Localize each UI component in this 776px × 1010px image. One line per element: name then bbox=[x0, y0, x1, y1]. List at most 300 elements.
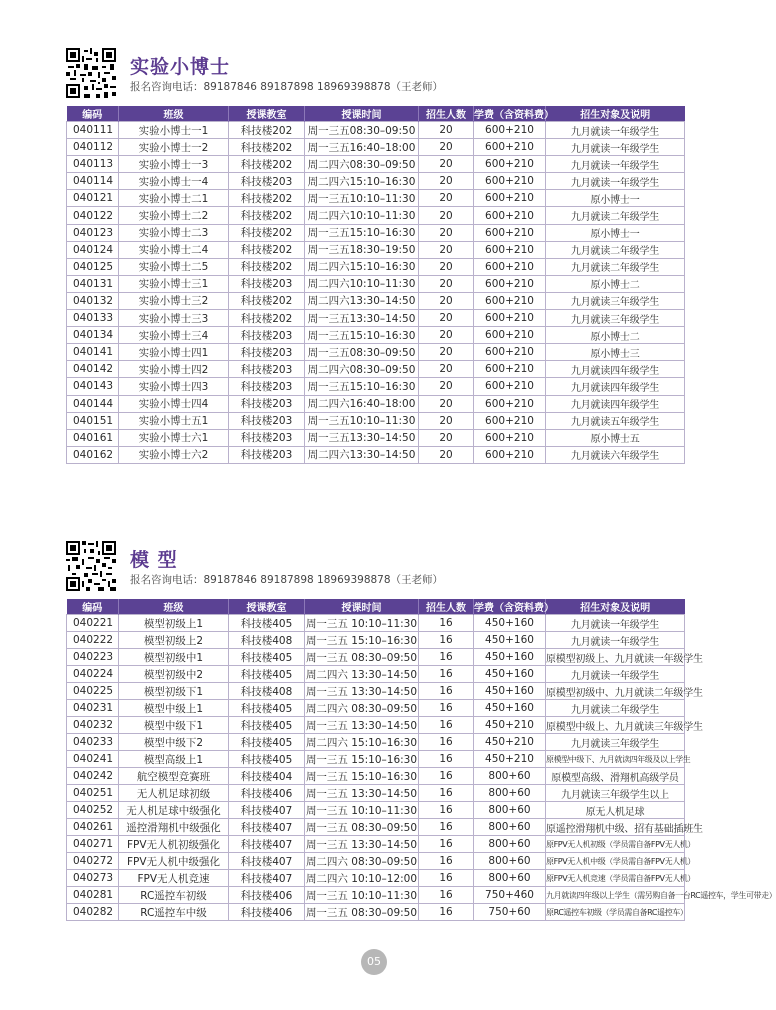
cell-tuition: 450+210 bbox=[474, 751, 546, 768]
cell-enrollment: 20 bbox=[419, 241, 474, 258]
cell-eligibility: 九月就读四年级学生 bbox=[546, 361, 685, 378]
cell-class-name: 实验小博士六1 bbox=[119, 429, 229, 446]
cell-eligibility: 原小博士三 bbox=[546, 344, 685, 361]
cell-class-name: 航空模型竞赛班 bbox=[119, 768, 229, 785]
table-row bbox=[67, 751, 685, 768]
cell-enrollment: 20 bbox=[419, 446, 474, 463]
table-row bbox=[67, 378, 685, 395]
cell-class-name: RC遥控车初级 bbox=[119, 887, 229, 904]
cell-eligibility: 九月就读一年级学生 bbox=[546, 632, 685, 649]
cell-schedule: 周二四六13:30–14:50 bbox=[305, 292, 419, 309]
cell-classroom: 科技楼202 bbox=[229, 122, 305, 139]
cell-schedule: 周二四六16:40–18:00 bbox=[305, 395, 419, 412]
table-body bbox=[67, 615, 776, 921]
cell-schedule: 周一三五 15:10–16:30 bbox=[305, 751, 419, 768]
cell-tuition: 600+210 bbox=[474, 429, 546, 446]
cell-code: 040272 bbox=[67, 853, 119, 870]
cell-class-name: 模型初级下1 bbox=[119, 683, 229, 700]
cell-classroom: 科技楼203 bbox=[229, 412, 305, 429]
cell-class-name: 实验小博士二4 bbox=[119, 241, 229, 258]
cell-class-name: 实验小博士四2 bbox=[119, 361, 229, 378]
contact-info: 报名咨询电话：89187846 89187898 18969398878（王老师） bbox=[130, 81, 444, 93]
cell-tuition: 600+210 bbox=[474, 378, 546, 395]
cell-classroom: 科技楼407 bbox=[229, 836, 305, 853]
cell-tuition: 450+160 bbox=[474, 700, 546, 717]
cell-classroom: 科技楼203 bbox=[229, 275, 305, 292]
cell-schedule: 周二四六08:30–09:50 bbox=[305, 156, 419, 173]
cell-tuition: 800+60 bbox=[474, 836, 546, 853]
table-row bbox=[67, 173, 685, 190]
table-row bbox=[67, 887, 685, 904]
cell-schedule: 周一三五 08:30–09:50 bbox=[305, 904, 419, 921]
cell-eligibility: 原FPV无人机中级（学员需自备FPV无人机） bbox=[546, 853, 685, 870]
cell-code: 040141 bbox=[67, 344, 119, 361]
cell-classroom: 科技楼202 bbox=[229, 190, 305, 207]
cell-enrollment: 16 bbox=[419, 717, 474, 734]
cell-classroom: 科技楼406 bbox=[229, 904, 305, 921]
cell-code: 040132 bbox=[67, 292, 119, 309]
cell-enrollment: 20 bbox=[419, 224, 474, 241]
cell-class-name: 实验小博士四1 bbox=[119, 344, 229, 361]
table-row bbox=[67, 395, 685, 412]
cell-classroom: 科技楼407 bbox=[229, 819, 305, 836]
cell-schedule: 周二四六15:10–16:30 bbox=[305, 258, 419, 275]
column-header-class-name: 班级 bbox=[119, 106, 229, 122]
cell-schedule: 周一三五10:10–11:30 bbox=[305, 190, 419, 207]
cell-tuition: 600+210 bbox=[474, 139, 546, 156]
cell-eligibility: 原模型中级上、九月就读三年级学生 bbox=[546, 717, 685, 734]
cell-eligibility: 九月就读一年级学生 bbox=[546, 666, 685, 683]
cell-class-name: FPV无人机竞速 bbox=[119, 870, 229, 887]
cell-tuition: 600+210 bbox=[474, 190, 546, 207]
cell-schedule: 周二四六 13:30–14:50 bbox=[305, 666, 419, 683]
cell-tuition: 450+210 bbox=[474, 734, 546, 751]
cell-enrollment: 20 bbox=[419, 156, 474, 173]
cell-class-name: 模型初级上1 bbox=[119, 615, 229, 632]
cell-schedule: 周一三五08:30–09:50 bbox=[305, 344, 419, 361]
cell-classroom: 科技楼405 bbox=[229, 700, 305, 717]
cell-schedule: 周一三五08:30–09:50 bbox=[305, 122, 419, 139]
cell-classroom: 科技楼406 bbox=[229, 785, 305, 802]
cell-schedule: 周二四六 15:10–16:30 bbox=[305, 734, 419, 751]
cell-code: 040125 bbox=[67, 258, 119, 275]
cell-enrollment: 16 bbox=[419, 615, 474, 632]
table-body bbox=[67, 122, 685, 464]
table-row bbox=[67, 819, 685, 836]
cell-eligibility: 原小博士一 bbox=[546, 190, 685, 207]
cell-class-name: 模型初级中1 bbox=[119, 649, 229, 666]
cell-eligibility: 九月就读三年级学生 bbox=[546, 292, 685, 309]
cell-tuition: 600+210 bbox=[474, 327, 546, 344]
cell-code: 040151 bbox=[67, 412, 119, 429]
table-row bbox=[67, 207, 685, 224]
cell-classroom: 科技楼405 bbox=[229, 666, 305, 683]
cell-tuition: 600+210 bbox=[474, 446, 546, 463]
cell-code: 040123 bbox=[67, 224, 119, 241]
cell-enrollment: 16 bbox=[419, 649, 474, 666]
cell-tuition: 600+210 bbox=[474, 122, 546, 139]
column-header-schedule: 授课时间 bbox=[305, 106, 419, 122]
cell-eligibility: 九月就读二年级学生 bbox=[546, 207, 685, 224]
cell-class-name: 模型初级上2 bbox=[119, 632, 229, 649]
cell-code: 040114 bbox=[67, 173, 119, 190]
cell-code: 040162 bbox=[67, 446, 119, 463]
cell-code: 040224 bbox=[67, 666, 119, 683]
cell-classroom: 科技楼405 bbox=[229, 717, 305, 734]
cell-classroom: 科技楼408 bbox=[229, 632, 305, 649]
cell-enrollment: 16 bbox=[419, 683, 474, 700]
cell-classroom: 科技楼407 bbox=[229, 870, 305, 887]
cell-code: 040251 bbox=[67, 785, 119, 802]
cell-schedule: 周二四六 08:30–09:50 bbox=[305, 700, 419, 717]
qr-code-icon bbox=[66, 541, 116, 591]
cell-schedule: 周一三五 13:30–14:50 bbox=[305, 836, 419, 853]
cell-eligibility: 九月就读一年级学生 bbox=[546, 173, 685, 190]
cell-enrollment: 20 bbox=[419, 190, 474, 207]
cell-class-name: FPV无人机中级强化 bbox=[119, 853, 229, 870]
cell-schedule: 周一三五 08:30–09:50 bbox=[305, 649, 419, 666]
course-table bbox=[66, 106, 685, 464]
cell-classroom: 科技楼202 bbox=[229, 310, 305, 327]
table-row bbox=[67, 785, 685, 802]
cell-code: 040112 bbox=[67, 139, 119, 156]
cell-code: 040133 bbox=[67, 310, 119, 327]
cell-enrollment: 20 bbox=[419, 275, 474, 292]
cell-enrollment: 20 bbox=[419, 310, 474, 327]
table-row bbox=[67, 412, 685, 429]
cell-classroom: 科技楼406 bbox=[229, 887, 305, 904]
cell-tuition: 600+210 bbox=[474, 156, 546, 173]
cell-schedule: 周一三五 15:10–16:30 bbox=[305, 632, 419, 649]
cell-class-name: 实验小博士三2 bbox=[119, 292, 229, 309]
table-row bbox=[67, 768, 685, 785]
cell-eligibility: 九月就读一年级学生 bbox=[546, 122, 685, 139]
cell-eligibility: 九月就读二年级学生 bbox=[546, 700, 685, 717]
cell-classroom: 科技楼407 bbox=[229, 802, 305, 819]
cell-classroom: 科技楼202 bbox=[229, 258, 305, 275]
cell-classroom: 科技楼408 bbox=[229, 683, 305, 700]
cell-enrollment: 16 bbox=[419, 802, 474, 819]
cell-code: 040281 bbox=[67, 887, 119, 904]
cell-tuition: 450+160 bbox=[474, 666, 546, 683]
table-row bbox=[67, 802, 685, 819]
table-row bbox=[67, 853, 685, 870]
cell-class-name: 实验小博士四4 bbox=[119, 395, 229, 412]
cell-enrollment: 16 bbox=[419, 836, 474, 853]
cell-code: 040121 bbox=[67, 190, 119, 207]
cell-classroom: 科技楼404 bbox=[229, 768, 305, 785]
cell-tuition: 800+60 bbox=[474, 802, 546, 819]
cell-class-name: 实验小博士二2 bbox=[119, 207, 229, 224]
cell-class-name: FPV无人机初级强化 bbox=[119, 836, 229, 853]
cell-class-name: 模型中级下1 bbox=[119, 717, 229, 734]
cell-schedule: 周一三五10:10–11:30 bbox=[305, 412, 419, 429]
column-header-enrollment: 招生人数 bbox=[419, 599, 474, 615]
cell-class-name: 实验小博士一2 bbox=[119, 139, 229, 156]
cell-classroom: 科技楼203 bbox=[229, 344, 305, 361]
cell-class-name: 模型高级上1 bbox=[119, 751, 229, 768]
cell-code: 040222 bbox=[67, 632, 119, 649]
cell-eligibility: 原模型初级中、九月就读二年级学生 bbox=[546, 683, 685, 700]
cell-classroom: 科技楼202 bbox=[229, 224, 305, 241]
column-header-code: 编码 bbox=[67, 599, 119, 615]
table-row bbox=[67, 734, 685, 751]
cell-code: 040233 bbox=[67, 734, 119, 751]
cell-code: 040122 bbox=[67, 207, 119, 224]
column-header-class-name: 班级 bbox=[119, 599, 229, 615]
cell-tuition: 450+160 bbox=[474, 683, 546, 700]
cell-class-name: 模型中级下2 bbox=[119, 734, 229, 751]
cell-tuition: 800+60 bbox=[474, 853, 546, 870]
cell-code: 040144 bbox=[67, 395, 119, 412]
cell-classroom: 科技楼405 bbox=[229, 751, 305, 768]
cell-schedule: 周一三五 13:30–14:50 bbox=[305, 683, 419, 700]
cell-tuition: 450+210 bbox=[474, 717, 546, 734]
cell-enrollment: 20 bbox=[419, 139, 474, 156]
cell-eligibility: 九月就读三年级学生 bbox=[546, 310, 685, 327]
cell-classroom: 科技楼202 bbox=[229, 292, 305, 309]
cell-code: 040261 bbox=[67, 819, 119, 836]
cell-enrollment: 20 bbox=[419, 412, 474, 429]
table-header bbox=[67, 599, 685, 615]
cell-tuition: 600+210 bbox=[474, 275, 546, 292]
cell-eligibility: 九月就读四年级学生 bbox=[546, 378, 685, 395]
cell-schedule: 周一三五 10:10–11:30 bbox=[305, 802, 419, 819]
table-row bbox=[67, 904, 685, 921]
table-row bbox=[67, 327, 685, 344]
section-science-kids bbox=[66, 48, 684, 464]
table-row bbox=[67, 700, 685, 717]
cell-enrollment: 20 bbox=[419, 361, 474, 378]
cell-class-name: 实验小博士六2 bbox=[119, 446, 229, 463]
cell-class-name: 实验小博士四3 bbox=[119, 378, 229, 395]
cell-enrollment: 16 bbox=[419, 666, 474, 683]
column-header-classroom: 授课教室 bbox=[229, 106, 305, 122]
cell-eligibility: 原小博士一 bbox=[546, 224, 685, 241]
cell-code: 040273 bbox=[67, 870, 119, 887]
cell-tuition: 600+210 bbox=[474, 395, 546, 412]
cell-class-name: 遥控滑翔机中级强化 bbox=[119, 819, 229, 836]
cell-enrollment: 16 bbox=[419, 870, 474, 887]
section-header bbox=[66, 48, 684, 106]
table-row bbox=[67, 122, 685, 139]
column-header-enrollment: 招生人数 bbox=[419, 106, 474, 122]
cell-code: 040113 bbox=[67, 156, 119, 173]
table-row bbox=[67, 241, 685, 258]
table-row bbox=[67, 632, 685, 649]
cell-class-name: 无人机足球中级强化 bbox=[119, 802, 229, 819]
cell-eligibility: 九月就读五年级学生 bbox=[546, 412, 685, 429]
cell-code: 040111 bbox=[67, 122, 119, 139]
cell-class-name: 实验小博士二5 bbox=[119, 258, 229, 275]
table-row bbox=[67, 190, 685, 207]
cell-enrollment: 20 bbox=[419, 429, 474, 446]
column-header-eligibility: 招生对象及说明 bbox=[580, 603, 651, 614]
cell-schedule: 周一三五15:10–16:30 bbox=[305, 327, 419, 344]
cell-tuition: 600+210 bbox=[474, 412, 546, 429]
cell-eligibility: 原模型中级下、九月就读四年级及以上学生 bbox=[546, 751, 685, 768]
cell-enrollment: 20 bbox=[419, 292, 474, 309]
column-header-code: 编码 bbox=[67, 106, 119, 122]
cell-eligibility: 九月就读四年级学生 bbox=[546, 395, 685, 412]
cell-schedule: 周二四六 08:30–09:50 bbox=[305, 853, 419, 870]
cell-enrollment: 20 bbox=[419, 122, 474, 139]
course-table bbox=[66, 599, 776, 921]
column-header-schedule: 授课时间 bbox=[305, 599, 419, 615]
table-row bbox=[67, 292, 685, 309]
section-title: 模 型 bbox=[130, 549, 178, 571]
cell-tuition: 750+60 bbox=[474, 904, 546, 921]
cell-class-name: 实验小博士五1 bbox=[119, 412, 229, 429]
table-row bbox=[67, 429, 685, 446]
cell-classroom: 科技楼203 bbox=[229, 361, 305, 378]
cell-schedule: 周一三五13:30–14:50 bbox=[305, 429, 419, 446]
table-row bbox=[67, 666, 685, 683]
cell-eligibility: 原小博士二 bbox=[546, 327, 685, 344]
table-row bbox=[67, 717, 685, 734]
cell-classroom: 科技楼203 bbox=[229, 429, 305, 446]
cell-enrollment: 16 bbox=[419, 768, 474, 785]
cell-class-name: 模型中级上1 bbox=[119, 700, 229, 717]
cell-eligibility: 原FPV无人机初级（学员需自备FPV无人机） bbox=[546, 836, 685, 853]
cell-class-name: 实验小博士一4 bbox=[119, 173, 229, 190]
cell-class-name: 实验小博士二1 bbox=[119, 190, 229, 207]
cell-tuition: 600+210 bbox=[474, 344, 546, 361]
table-row bbox=[67, 615, 685, 632]
cell-code: 040282 bbox=[67, 904, 119, 921]
cell-code: 040223 bbox=[67, 649, 119, 666]
cell-class-name: 模型初级中2 bbox=[119, 666, 229, 683]
cell-classroom: 科技楼202 bbox=[229, 241, 305, 258]
cell-schedule: 周一三五 10:10–11:30 bbox=[305, 615, 419, 632]
cell-enrollment: 20 bbox=[419, 395, 474, 412]
cell-schedule: 周一三五15:10–16:30 bbox=[305, 224, 419, 241]
cell-code: 040271 bbox=[67, 836, 119, 853]
cell-enrollment: 16 bbox=[419, 853, 474, 870]
header-row bbox=[67, 599, 685, 615]
table-row bbox=[67, 258, 685, 275]
cell-eligibility: 原模型初级上、九月就读一年级学生 bbox=[546, 649, 685, 666]
cell-classroom: 科技楼203 bbox=[229, 378, 305, 395]
table-row bbox=[67, 870, 685, 887]
cell-tuition: 600+210 bbox=[474, 258, 546, 275]
cell-classroom: 科技楼405 bbox=[229, 649, 305, 666]
cell-classroom: 科技楼203 bbox=[229, 327, 305, 344]
cell-eligibility: 原RC遥控车初级（学员需自备RC遥控车） bbox=[546, 904, 685, 921]
cell-enrollment: 20 bbox=[419, 378, 474, 395]
cell-class-name: RC遥控车中级 bbox=[119, 904, 229, 921]
cell-code: 040231 bbox=[67, 700, 119, 717]
page-number: 05 bbox=[361, 949, 387, 975]
cell-code: 040252 bbox=[67, 802, 119, 819]
cell-classroom: 科技楼202 bbox=[229, 207, 305, 224]
cell-enrollment: 16 bbox=[419, 751, 474, 768]
table-row bbox=[67, 139, 685, 156]
cell-schedule: 周二四六08:30–09:50 bbox=[305, 361, 419, 378]
header-row bbox=[67, 106, 685, 122]
table-row bbox=[67, 683, 685, 700]
cell-tuition: 800+60 bbox=[474, 785, 546, 802]
section-title: 实验小博士 bbox=[130, 56, 231, 78]
table-row bbox=[67, 224, 685, 241]
cell-tuition: 600+210 bbox=[474, 173, 546, 190]
cell-code: 040225 bbox=[67, 683, 119, 700]
cell-schedule: 周一三五 08:30–09:50 bbox=[305, 819, 419, 836]
cell-tuition: 600+210 bbox=[474, 224, 546, 241]
cell-tuition: 600+210 bbox=[474, 241, 546, 258]
cell-schedule: 周一三五18:30–19:50 bbox=[305, 241, 419, 258]
cell-schedule: 周二四六10:10–11:30 bbox=[305, 275, 419, 292]
cell-enrollment: 16 bbox=[419, 887, 474, 904]
cell-classroom: 科技楼203 bbox=[229, 173, 305, 190]
column-header-tuition: 学费（含资料费） bbox=[474, 599, 546, 615]
cell-enrollment: 16 bbox=[419, 632, 474, 649]
cell-classroom: 科技楼203 bbox=[229, 446, 305, 463]
cell-enrollment: 20 bbox=[419, 258, 474, 275]
section-header bbox=[66, 541, 684, 599]
cell-eligibility: 九月就读三年级学生 bbox=[546, 734, 685, 751]
cell-tuition: 450+160 bbox=[474, 632, 546, 649]
cell-enrollment: 16 bbox=[419, 785, 474, 802]
cell-enrollment: 20 bbox=[419, 173, 474, 190]
cell-schedule: 周一三五 15:10–16:30 bbox=[305, 768, 419, 785]
cell-classroom: 科技楼202 bbox=[229, 139, 305, 156]
cell-classroom: 科技楼203 bbox=[229, 395, 305, 412]
cell-eligibility: 九月就读二年级学生 bbox=[546, 241, 685, 258]
cell-enrollment: 16 bbox=[419, 700, 474, 717]
cell-tuition: 600+210 bbox=[474, 292, 546, 309]
table-row bbox=[67, 344, 685, 361]
column-header-tuition: 学费（含资料费） bbox=[474, 106, 546, 122]
cell-eligibility: 原FPV无人机竞速（学员需自备FPV无人机） bbox=[546, 870, 685, 887]
cell-schedule: 周二四六15:10–16:30 bbox=[305, 173, 419, 190]
cell-code: 040232 bbox=[67, 717, 119, 734]
cell-eligibility: 九月就读二年级学生 bbox=[546, 258, 685, 275]
cell-schedule: 周一三五13:30–14:50 bbox=[305, 310, 419, 327]
cell-eligibility: 九月就读四年级以上学生（需另购自备一台RC遥控车，学生可带走） bbox=[546, 887, 685, 904]
cell-tuition: 600+210 bbox=[474, 207, 546, 224]
cell-code: 040131 bbox=[67, 275, 119, 292]
cell-tuition: 450+160 bbox=[474, 615, 546, 632]
cell-tuition: 450+160 bbox=[474, 649, 546, 666]
cell-eligibility: 原遥控滑翔机中级、招有基础插班生 bbox=[546, 819, 685, 836]
cell-enrollment: 16 bbox=[419, 819, 474, 836]
cell-class-name: 无人机足球初级 bbox=[119, 785, 229, 802]
cell-classroom: 科技楼405 bbox=[229, 734, 305, 751]
cell-enrollment: 16 bbox=[419, 734, 474, 751]
cell-schedule: 周二四六 10:10–12:00 bbox=[305, 870, 419, 887]
cell-tuition: 800+60 bbox=[474, 870, 546, 887]
cell-enrollment: 20 bbox=[419, 207, 474, 224]
table-row bbox=[67, 156, 685, 173]
cell-schedule: 周二四六10:10–11:30 bbox=[305, 207, 419, 224]
cell-tuition: 750+460 bbox=[474, 887, 546, 904]
cell-class-name: 实验小博士三3 bbox=[119, 310, 229, 327]
cell-tuition: 600+210 bbox=[474, 361, 546, 378]
cell-eligibility: 九月就读三年级学生以上 bbox=[546, 785, 685, 802]
cell-code: 040241 bbox=[67, 751, 119, 768]
table-header bbox=[67, 106, 685, 122]
cell-code: 040242 bbox=[67, 768, 119, 785]
cell-classroom: 科技楼202 bbox=[229, 156, 305, 173]
contact-info: 报名咨询电话：89187846 89187898 18969398878（王老师） bbox=[130, 574, 444, 586]
cell-eligibility: 原小博士二 bbox=[546, 275, 685, 292]
cell-schedule: 周一三五 13:30–14:50 bbox=[305, 785, 419, 802]
cell-classroom: 科技楼407 bbox=[229, 853, 305, 870]
cell-code: 040124 bbox=[67, 241, 119, 258]
cell-code: 040161 bbox=[67, 429, 119, 446]
cell-enrollment: 20 bbox=[419, 344, 474, 361]
